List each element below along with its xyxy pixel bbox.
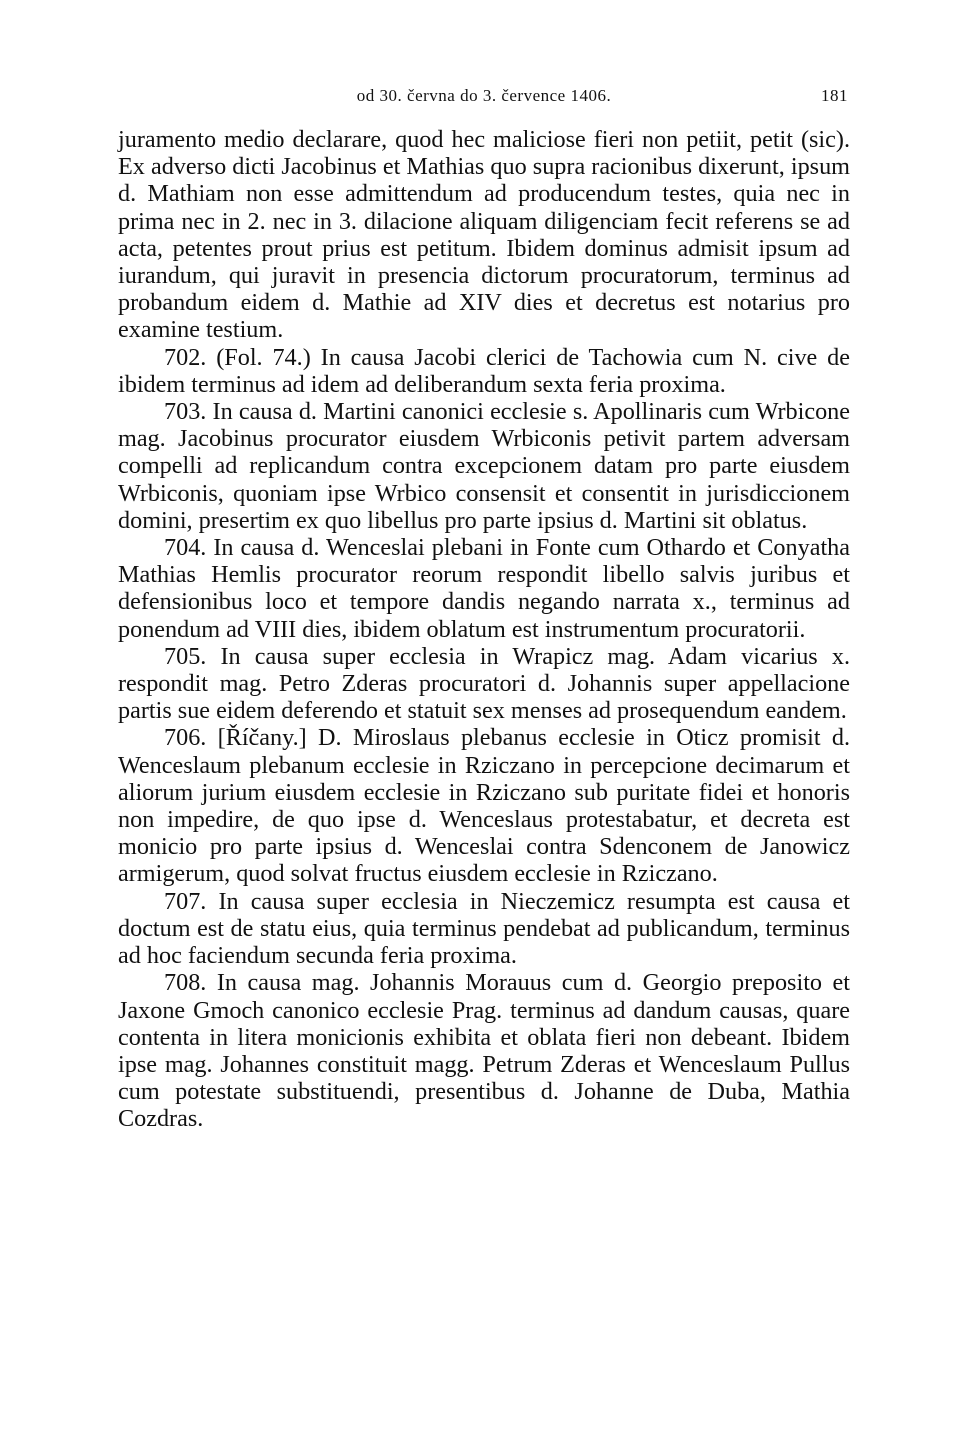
page-number: 181 — [821, 86, 848, 105]
text-body — [118, 126, 850, 1133]
running-head — [118, 86, 850, 126]
entry-703: 703. In causa d. Martini canonici ecclesie s. Apollinaris cum Wrbicone mag. Jacobinus procurator eiusdem Wrbiconis petivit partem adversam compelli ad replicandum contra excepcionem datam pro parte eiusdem Wrbiconis, quoniam ipse Wrbico consensit et consentit in jurisdiccionem domini, presertim ex quo libellus pro parte ipsius d. Martini sit oblatus. — [118, 398, 850, 534]
entry-706: 706. [Říčany.] D. Miroslaus plebanus ecclesie in Oticz promisit d. Wenceslaum plebanum ecclesie in Rziczano in percepcione decimarum et aliorum jurium eiusdem ecclesie in Rziczano sub puritate fidei et honoris non impedire, de quo ipse d. Wenceslaus protestabatur, et decreta est monicio pro parte ipsius d. Wenceslai contra Sdenconem de Janowicz armigerum, quod solvat fructus eiusdem ecclesie in Rziczano. — [118, 724, 850, 888]
entry-708: 708. In causa mag. Johannis Morauus cum d. Georgio preposito et Jaxone Gmoch canonico ecclesie Prag. terminus ad dandum causas, quare contenta in litera monicionis exhibita et oblata fieri non debeant. Ibidem ipse mag. Johannes constituit magg. Petrum Zderas et Wenceslaum Pullus cum potestate substituendi, presentibus d. Johanne de Duba, Mathia Cozdras. — [118, 969, 850, 1133]
running-title: od 30. června do 3. července 1406. — [356, 86, 612, 105]
entry-704: 704. In causa d. Wenceslai plebani in Fonte cum Othardo et Conyatha Mathias Hemlis procurator reorum respondit libello salvis juribus et defensionibus loco et tempore dandis negando narrata x., terminus ad ponendum ad VIII dies, ibidem oblatum est instrumentum procuratorii. — [118, 534, 850, 643]
paragraph-continuation: juramento medio declarare, quod hec maliciose fieri non petiit, petit (sic). Ex adverso dicti Jacobinus et Mathias quo supra racionibus dixerunt, ipsum d. Mathiam non esse admittendum ad producendum testes, quia nec in prima nec in 2. nec in 3. dilacione aliquam diligenciam fecit referens se ad acta, petentes prout prius est petitum. Ibidem dominus admisit ipsum ad iurandum, qui juravit in presencia dictorum procuratorum, terminus ad probandum eidem d. Mathie ad XIV dies et decretus est notarius pro examine testium. — [118, 126, 850, 344]
entry-702: 702. (Fol. 74.) In causa Jacobi clerici de Tachowia cum N. cive de ibidem terminus ad idem ad deliberandum sexta feria proxima. — [118, 343, 850, 398]
entry-705: 705. In causa super ecclesia in Wrapicz mag. Adam vicarius x. respondit mag. Petro Zderas procuratori d. Johannis super appellacione partis sue eidem deferendo et statuit sex menses ad prosequendum eandem. — [118, 642, 850, 725]
document-page — [118, 86, 850, 1133]
entry-707: 707. In causa super ecclesia in Nieczemicz resumpta est causa et doctum est de statu eius, quia terminus pendebat ad publicandum, terminus ad hoc faciendum secunda feria proxima. — [118, 887, 850, 970]
